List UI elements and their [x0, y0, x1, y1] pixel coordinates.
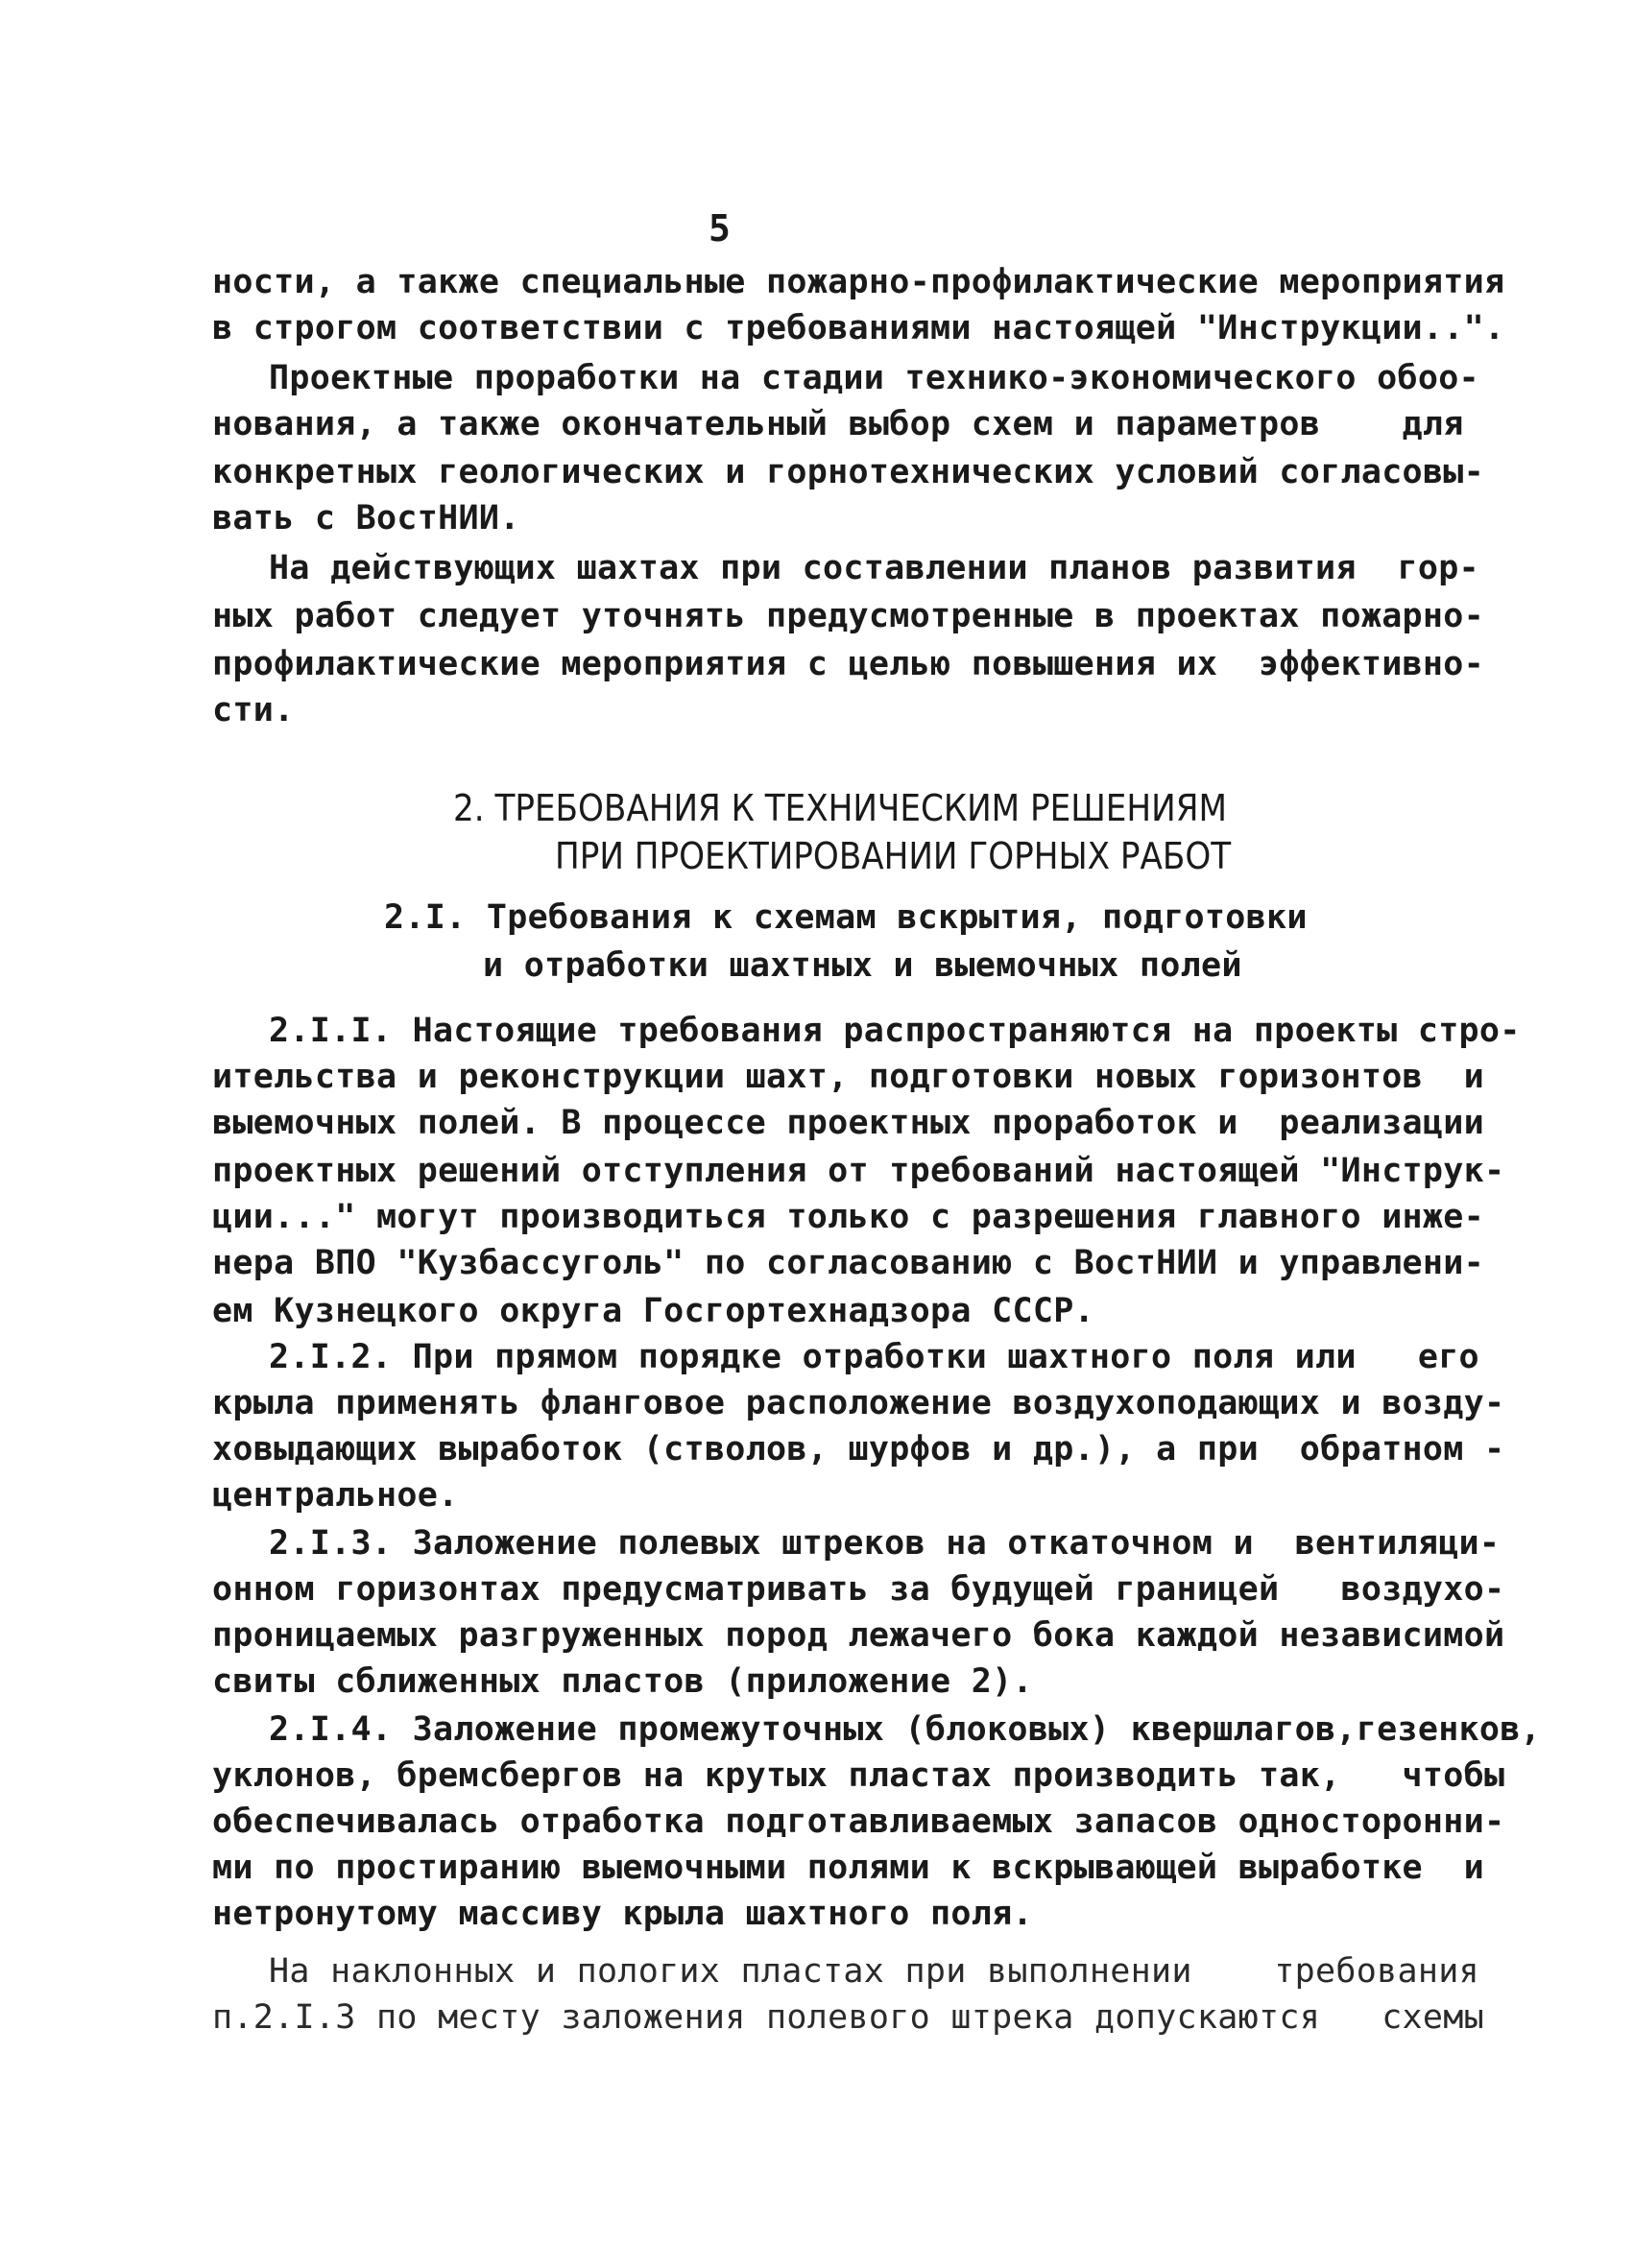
text-line: проницаемых разгруженных пород лежачего бока каждой независимой	[212, 1616, 1505, 1655]
text-line: онном горизонтах предусматривать за будущей границей воздухо-	[212, 1570, 1505, 1609]
text-line: свиты сближенных пластов (приложение 2).	[212, 1662, 1033, 1701]
text-line: крыла применять фланговое расположение воздухоподающих и возду-	[212, 1384, 1505, 1422]
text-line: вать с ВостНИИ.	[212, 499, 520, 537]
text-line: нера ВПО "Кузбассуголь" по согласованию с ВостНИИ и управлени-	[212, 1244, 1485, 1282]
subsection-heading-line-2: и отработки шахтных и выемочных полей	[483, 946, 1242, 985]
text-line: обеспечивалась отработка подготавливаемых запасов односторонни-	[212, 1802, 1505, 1841]
text-line: 2.I.3. Заложение полевых штреков на откаточном и вентиляци-	[269, 1524, 1501, 1563]
text-line: ных работ следует уточнять предусмотренные в проектах пожарно-	[212, 597, 1485, 635]
text-line: ительства и реконструкции шахт, подготовки новых горизонтов и	[212, 1058, 1485, 1096]
text-line: уклонов, бремсбергов на крутых пластах производить так, чтобы	[212, 1756, 1505, 1795]
text-line: На наклонных и пологих пластах при выполнении требования	[269, 1952, 1479, 1991]
text-line: проектных решений отступления от требований настоящей "Инструк-	[212, 1152, 1505, 1190]
text-line: нования, а также окончательный выбор схем и параметров для	[212, 405, 1464, 443]
text-line: 2.I.4. Заложение промежуточных (блоковых) квершлагов,гезенков,	[269, 1710, 1542, 1749]
text-line: ховыдающих выработок (стволов, шурфов и др.), а при обратном -	[212, 1430, 1505, 1468]
section-heading-line-2: ПРИ ПРОЕКТИРОВАНИИ ГОРНЫХ РАБОТ	[555, 835, 1232, 877]
subsection-heading-line-1: 2.I. Требования к схемам вскрытия, подготовки	[384, 898, 1308, 937]
section-heading-line-1: 2. ТРЕБОВАНИЯ К ТЕХНИЧЕСКИМ РЕШЕНИЯМ	[453, 787, 1227, 829]
text-line: п.2.I.3 по месту заложения полевого штрека допускаются схемы	[212, 1998, 1485, 2037]
text-line: профилактические мероприятия с целью повышения их эффективно-	[212, 645, 1485, 683]
text-line: конкретных геологических и горнотехнических условий согласовы-	[212, 453, 1485, 491]
text-line: нетронутому массиву крыла шахтного поля.	[212, 1895, 1033, 1933]
text-line: 2.I.I. Настоящие требования распространяются на проекты стро-	[269, 1012, 1521, 1050]
text-line: ности, а также специальные пожарно-профилактические мероприятия	[212, 263, 1505, 301]
text-line: ем Кузнецкого округа Госгортехнадзора СССР.	[212, 1292, 1094, 1330]
text-line: в строгом соответствии с требованиями настоящей "Инструкции..".	[212, 309, 1505, 347]
text-line: сти.	[212, 691, 295, 729]
text-line: 2.I.2. При прямом порядке отработки шахтного поля или его	[269, 1338, 1479, 1376]
text-line: На действующих шахтах при составлении планов развития гор-	[269, 549, 1479, 587]
text-line: ции..." могут производиться только с разрешения главного инже-	[212, 1198, 1485, 1236]
text-line: ми по простиранию выемочными полями к вскрывающей выработке и	[212, 1849, 1485, 1887]
page-number: 5	[709, 207, 731, 250]
text-line: Проектные проработки на стадии технико-экономического обоо-	[269, 359, 1479, 397]
text-line: центральное.	[212, 1476, 459, 1515]
text-line: выемочных полей. В процессе проектных проработок и реализации	[212, 1104, 1485, 1142]
